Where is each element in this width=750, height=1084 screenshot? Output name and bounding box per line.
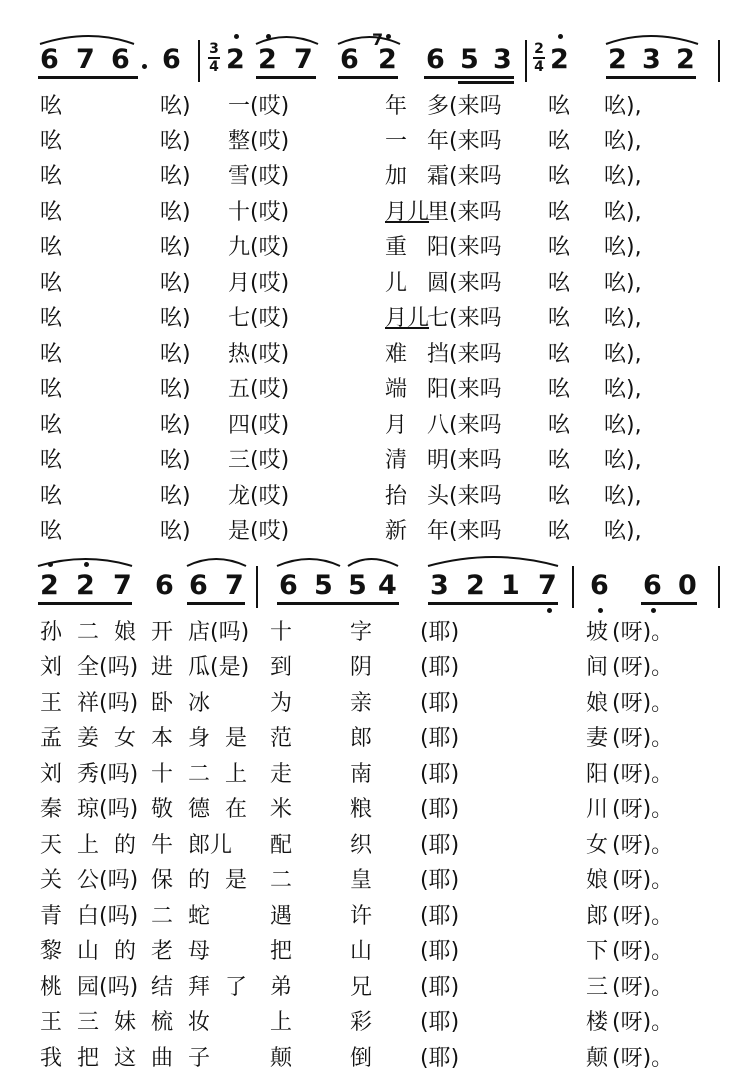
lyric-syllable: 本 <box>151 726 174 751</box>
lyric-syllable: 弟 <box>270 975 293 1000</box>
lyric-syllable: 的 <box>114 833 137 858</box>
note: 7 <box>113 570 132 601</box>
lyric-syllable: 把 <box>270 939 293 964</box>
lyric-syllable: 上 <box>225 762 248 787</box>
lyric-syllable: 母 <box>188 939 211 964</box>
lyric-syllable: 阴 <box>350 655 373 680</box>
lyric-syllable: 吆), <box>604 164 642 189</box>
lyric-syllable: 吆), <box>604 342 642 367</box>
lyric-syllable: 雪(哎) <box>228 164 290 189</box>
note: 7 <box>76 44 95 75</box>
lyric-syllable: 女 <box>586 833 609 858</box>
lyric-syllable: 郎 <box>586 904 609 929</box>
lyric-syllable: 吆 <box>548 164 571 189</box>
note: 6 <box>426 44 445 75</box>
lyric-syllable: (呀)。 <box>612 797 674 822</box>
lyric-syllable: 吆 <box>548 448 571 473</box>
note: 6 <box>279 570 298 601</box>
slur-arc <box>606 36 698 44</box>
lyric-syllable: (呀)。 <box>612 1046 674 1071</box>
lyric-syllable: 为 <box>270 691 293 716</box>
lyric-syllable: 吆) <box>160 200 191 225</box>
lyric-syllable: 孟 <box>40 726 63 751</box>
lyric-syllable: 身 <box>188 726 211 751</box>
lyric-syllable: 郎儿 <box>188 833 233 858</box>
lyric-syllable: (呀)。 <box>612 833 674 858</box>
note: 2 <box>608 44 627 75</box>
lyric-syllable: (呀)。 <box>612 1010 674 1035</box>
lyric-syllable: 的 <box>114 939 137 964</box>
lyric-syllable: 一(哎) <box>228 94 290 119</box>
lyric-syllable: 范 <box>270 726 293 751</box>
lyric-syllable: 吆), <box>604 484 642 509</box>
lyric-syllable: 阳(来吗 <box>427 235 502 260</box>
lyric-syllable: 吆) <box>160 164 191 189</box>
lyric-syllable: 的 <box>188 868 211 893</box>
lyric-syllable: 吆 <box>548 200 571 225</box>
lyric-syllable: 吆), <box>604 271 642 296</box>
lyric-syllable: 吆) <box>160 129 191 154</box>
slur-arc <box>428 557 558 566</box>
lyric-syllable: (耶) <box>420 726 460 751</box>
lyric-syllable: 山 <box>77 939 100 964</box>
lyric-syllable: 阳(来吗 <box>427 377 502 402</box>
note: 6 <box>162 44 181 75</box>
lyric-syllable: 月儿 <box>385 306 430 331</box>
lyric-syllable: 把 <box>77 1046 100 1071</box>
lyric-syllable: 一 <box>385 129 408 154</box>
lyric-syllable: 吆 <box>40 271 63 296</box>
lyric-syllable: 全(吗) <box>77 655 139 680</box>
lyric-syllable: 天 <box>40 833 63 858</box>
lyric-syllable: 抬 <box>385 484 408 509</box>
lyric-syllable: 吆) <box>160 377 191 402</box>
lyric-syllable: 吆 <box>40 377 63 402</box>
lyric-syllable: 吆 <box>548 519 571 544</box>
lyric-syllable: 娘 <box>586 691 609 716</box>
lyric-syllable: 月 <box>385 413 408 438</box>
lyric-syllable: 是 <box>225 868 248 893</box>
note: 2 <box>466 570 485 601</box>
lyric-syllable: 十 <box>270 620 293 645</box>
lyric-syllable: 吆) <box>160 94 191 119</box>
lyric-syllable: 姜 <box>77 726 100 751</box>
lyric-syllable: 圆(来吗 <box>427 271 502 296</box>
lyric-syllable: (耶) <box>420 1046 460 1071</box>
lyric-syllable: 刘 <box>40 655 63 680</box>
lyric-syllable: 吆), <box>604 519 642 544</box>
lyric-syllable: 吆 <box>548 413 571 438</box>
lyric-syllable: 重 <box>385 235 408 260</box>
slur-arc <box>38 559 132 566</box>
lyric-syllable: 吆) <box>160 271 191 296</box>
lyric-syllable: 吆) <box>160 235 191 260</box>
note: 6 <box>340 44 359 75</box>
lyric-syllable: 热(哎) <box>228 342 290 367</box>
lyric-syllable: 五(哎) <box>228 377 290 402</box>
lyric-syllable: 吆), <box>604 413 642 438</box>
note: 2 <box>76 570 95 601</box>
lyric-syllable: 八(来吗 <box>427 413 502 438</box>
lyric-syllable: 吆) <box>160 484 191 509</box>
lyric-syllable: 娘 <box>586 868 609 893</box>
lyric-syllable: 十 <box>151 762 174 787</box>
lyric-syllable: 三 <box>77 1010 100 1035</box>
lyric-syllable: 老 <box>151 939 174 964</box>
lyric-syllable: 吆) <box>160 413 191 438</box>
lyric-syllable: 开 <box>151 620 174 645</box>
slur-arc <box>277 559 340 566</box>
lyric-syllable: 月(哎) <box>228 271 290 296</box>
lyric-syllable: 二 <box>270 868 293 893</box>
lyric-syllable: 德 <box>188 797 211 822</box>
lyric-syllable: 遇 <box>270 904 293 929</box>
lyric-syllable: 孙 <box>40 620 63 645</box>
lyric-syllable: 月儿 <box>385 200 430 225</box>
lyric-syllable: 十(哎) <box>228 200 290 225</box>
lyric-syllable: 皇 <box>350 868 373 893</box>
lyric-syllable: (呀)。 <box>612 762 674 787</box>
slur-arc <box>40 36 134 44</box>
lyric-syllable: 吆 <box>40 164 63 189</box>
lyric-syllable: 桃 <box>40 975 63 1000</box>
lyric-syllable: 拜 <box>188 975 211 1000</box>
lyric-syllable: 秀(吗) <box>77 762 139 787</box>
lyric-syllable: 明(来吗 <box>427 448 502 473</box>
lyric-syllable: (耶) <box>420 762 460 787</box>
lyric-syllable: (耶) <box>420 655 460 680</box>
lyric-syllable: 粮 <box>350 797 373 822</box>
note: 6 <box>590 570 609 601</box>
slur-arc <box>187 559 246 566</box>
lyric-syllable: 妻 <box>586 726 609 751</box>
lyric-syllable: 吆 <box>40 235 63 260</box>
lyric-syllable: (耶) <box>420 797 460 822</box>
note: 2 <box>378 44 397 75</box>
note: 5 <box>348 570 367 601</box>
lyric-syllable: (耶) <box>420 975 460 1000</box>
lyric-syllable: 吆 <box>40 306 63 331</box>
lyric-syllable: 郎 <box>350 726 373 751</box>
lyric-syllable: 瓜(是) <box>188 655 250 680</box>
time-sig-denominator: 4 <box>209 59 219 75</box>
note: 6 <box>111 44 130 75</box>
lyric-syllable: 多(来吗 <box>427 94 502 119</box>
lyric-syllable: 二 <box>77 620 100 645</box>
lyric-syllable: (耶) <box>420 939 460 964</box>
lyric-syllable: 我 <box>40 1046 63 1071</box>
lyric-syllable: 加 <box>385 164 408 189</box>
lyric-syllable: 吆 <box>548 377 571 402</box>
lyric-syllable: 到 <box>270 655 293 680</box>
note: 2 <box>226 44 245 75</box>
lyric-syllable: 颠 <box>270 1046 293 1071</box>
note: 2 <box>40 570 59 601</box>
lyric-syllable: 配 <box>270 833 293 858</box>
lyric-syllable: 公(吗) <box>77 868 139 893</box>
lyric-syllable: 吆 <box>548 484 571 509</box>
lyric-syllable: (呀)。 <box>612 620 674 645</box>
lyric-syllable: 妹 <box>114 1010 137 1035</box>
lyric-syllable: 兄 <box>350 975 373 1000</box>
lyric-syllable: 牛 <box>151 833 174 858</box>
lyric-syllable: 娘 <box>114 620 137 645</box>
lyric-syllable: (呀)。 <box>612 868 674 893</box>
slur-arc <box>256 37 318 44</box>
lyric-syllable: 女 <box>114 726 137 751</box>
grace-note: 7 <box>372 30 384 49</box>
lyric-syllable: (耶) <box>420 1010 460 1035</box>
lyric-syllable: 吆), <box>604 377 642 402</box>
slur-arc <box>338 37 400 44</box>
note: 4 <box>378 570 397 601</box>
lyric-syllable: 吆 <box>40 200 63 225</box>
lyric-syllable: 难 <box>385 342 408 367</box>
lyric-syllable: 琼(吗) <box>77 797 139 822</box>
note: 7 <box>294 44 313 75</box>
lyric-syllable: 王 <box>40 691 63 716</box>
lyric-syllable: 山 <box>350 939 373 964</box>
lyric-syllable: 走 <box>270 762 293 787</box>
lyric-syllable: 吆 <box>40 519 63 544</box>
lyric-syllable: 吆 <box>548 129 571 154</box>
note: 7 <box>225 570 244 601</box>
lyric-syllable: 年(来吗 <box>427 129 502 154</box>
lyric-syllable: 新 <box>385 519 408 544</box>
lyric-syllable: 里(来吗 <box>427 200 502 225</box>
note: 1 <box>501 570 520 601</box>
lyric-syllable: 吆) <box>160 306 191 331</box>
slur-arc <box>348 559 398 566</box>
lyric-syllable: 彩 <box>350 1010 373 1035</box>
lyric-syllable: 川 <box>586 797 609 822</box>
lyric-syllable: 织 <box>350 833 373 858</box>
lyric-syllable: 园(吗) <box>77 975 139 1000</box>
lyric-syllable: 秦 <box>40 797 63 822</box>
lyric-syllable: 结 <box>151 975 174 1000</box>
lyric-syllable: 吆), <box>604 94 642 119</box>
time-sig-numerator: 2 <box>534 41 544 57</box>
lyric-syllable: 许 <box>350 904 373 929</box>
note: 2 <box>258 44 277 75</box>
lyric-syllable: 端 <box>385 377 408 402</box>
lyric-syllable: 吆), <box>604 129 642 154</box>
lyric-syllable: 清 <box>385 448 408 473</box>
lyric-syllable: 吆 <box>40 342 63 367</box>
time-sig-denominator: 4 <box>534 59 544 75</box>
lyric-syllable: 妆 <box>188 1010 211 1035</box>
lyric-syllable: 进 <box>151 655 174 680</box>
lyric-syllable: 年 <box>385 94 408 119</box>
lyric-syllable: 保 <box>151 868 174 893</box>
lyric-syllable: 刘 <box>40 762 63 787</box>
note: 5 <box>460 44 479 75</box>
lyric-syllable: 吆), <box>604 235 642 260</box>
note: 3 <box>642 44 661 75</box>
lyric-syllable: 吆), <box>604 306 642 331</box>
note: 2 <box>550 44 569 75</box>
lyric-syllable: 二 <box>188 762 211 787</box>
lyric-syllable: 吆), <box>604 448 642 473</box>
lyric-syllable: 祥(吗) <box>77 691 139 716</box>
note: 7 <box>538 570 557 601</box>
lyric-syllable: 吆 <box>548 271 571 296</box>
lyric-syllable: 吆 <box>548 342 571 367</box>
lyric-syllable: 吆 <box>40 94 63 119</box>
lyric-syllable: 吆) <box>160 519 191 544</box>
lyric-syllable: 白(吗) <box>77 904 139 929</box>
lyric-syllable: (耶) <box>420 620 460 645</box>
lyric-syllable: (呀)。 <box>612 904 674 929</box>
lyric-syllable: 子 <box>188 1046 211 1071</box>
lyric-syllable: 间 <box>586 655 609 680</box>
note: 6 <box>40 44 59 75</box>
lyric-syllable: 南 <box>350 762 373 787</box>
lyric-syllable: 冰 <box>188 691 211 716</box>
lyric-syllable: 吆), <box>604 200 642 225</box>
lyric-syllable: 颠 <box>586 1046 609 1071</box>
note: 6 <box>643 570 662 601</box>
lyric-syllable: (呀)。 <box>612 691 674 716</box>
time-sig-numerator: 3 <box>209 41 219 57</box>
lyric-syllable: 三(哎) <box>228 448 290 473</box>
lyric-syllable: 关 <box>40 868 63 893</box>
note: 6 <box>189 570 208 601</box>
lyric-syllable: 是(哎) <box>228 519 290 544</box>
lyric-syllable: 年(来吗 <box>427 519 502 544</box>
lyric-syllable: 挡(来吗 <box>427 342 502 367</box>
note: 2 <box>676 44 695 75</box>
lyric-syllable: 整(哎) <box>228 129 290 154</box>
lyric-syllable: (呀)。 <box>612 655 674 680</box>
lyric-syllable: 王 <box>40 1010 63 1035</box>
lyric-syllable: (呀)。 <box>612 939 674 964</box>
lyric-syllable: 坡 <box>586 620 609 645</box>
lyric-syllable: (耶) <box>420 868 460 893</box>
lyric-syllable: 三 <box>586 975 609 1000</box>
note: 0 <box>678 570 697 601</box>
lyric-syllable: 卧 <box>151 691 174 716</box>
note: 5 <box>314 570 333 601</box>
lyric-syllable: 上 <box>270 1010 293 1035</box>
lyric-syllable: (耶) <box>420 691 460 716</box>
lyric-syllable: 吆 <box>40 413 63 438</box>
lyric-syllable: 吆 <box>548 94 571 119</box>
lyric-syllable: 青 <box>40 904 63 929</box>
lyric-syllable: 头(来吗 <box>427 484 502 509</box>
lyric-syllable: 龙(哎) <box>228 484 290 509</box>
lyric-syllable: 二 <box>151 904 174 929</box>
lyric-syllable: 儿 <box>385 271 408 296</box>
lyric-syllable: 吆 <box>548 306 571 331</box>
lyric-syllable: 店(吗) <box>188 620 250 645</box>
lyric-syllable: 四(哎) <box>228 413 290 438</box>
lyric-syllable: 黎 <box>40 939 63 964</box>
lyric-syllable: 吆 <box>40 448 63 473</box>
lyric-syllable: 吆) <box>160 342 191 367</box>
lyric-syllable: 吆 <box>548 235 571 260</box>
lyric-syllable: 上 <box>77 833 100 858</box>
lyric-syllable: 是 <box>225 726 248 751</box>
note: 3 <box>493 44 512 75</box>
lyric-syllable: 字 <box>350 620 373 645</box>
lyric-syllable: (耶) <box>420 904 460 929</box>
lyric-syllable: 梳 <box>151 1010 174 1035</box>
lyric-syllable: (呀)。 <box>612 726 674 751</box>
note: 6 <box>155 570 174 601</box>
lyric-syllable: 楼 <box>586 1010 609 1035</box>
lyric-syllable: 阳 <box>586 762 609 787</box>
lyric-syllable: 了 <box>225 975 248 1000</box>
note: 3 <box>430 570 449 601</box>
lyric-syllable: 下 <box>586 939 609 964</box>
lyric-syllable: 吆) <box>160 448 191 473</box>
lyric-syllable: 霜(来吗 <box>427 164 502 189</box>
lyric-syllable: (耶) <box>420 833 460 858</box>
lyric-syllable: 吆 <box>40 484 63 509</box>
lyric-syllable: 在 <box>225 797 248 822</box>
lyric-syllable: 曲 <box>151 1046 174 1071</box>
lyric-syllable: 亲 <box>350 691 373 716</box>
lyric-syllable: 七(来吗 <box>427 306 502 331</box>
lyric-syllable: 九(哎) <box>228 235 290 260</box>
lyric-syllable: 米 <box>270 797 293 822</box>
lyric-syllable: (呀)。 <box>612 975 674 1000</box>
lyric-syllable: 倒 <box>350 1046 373 1071</box>
lyric-syllable: 蛇 <box>188 904 211 929</box>
lyric-syllable: 敬 <box>151 797 174 822</box>
lyric-syllable: 七(哎) <box>228 306 290 331</box>
lyric-syllable: 吆 <box>40 129 63 154</box>
lyric-syllable: 这 <box>114 1046 137 1071</box>
